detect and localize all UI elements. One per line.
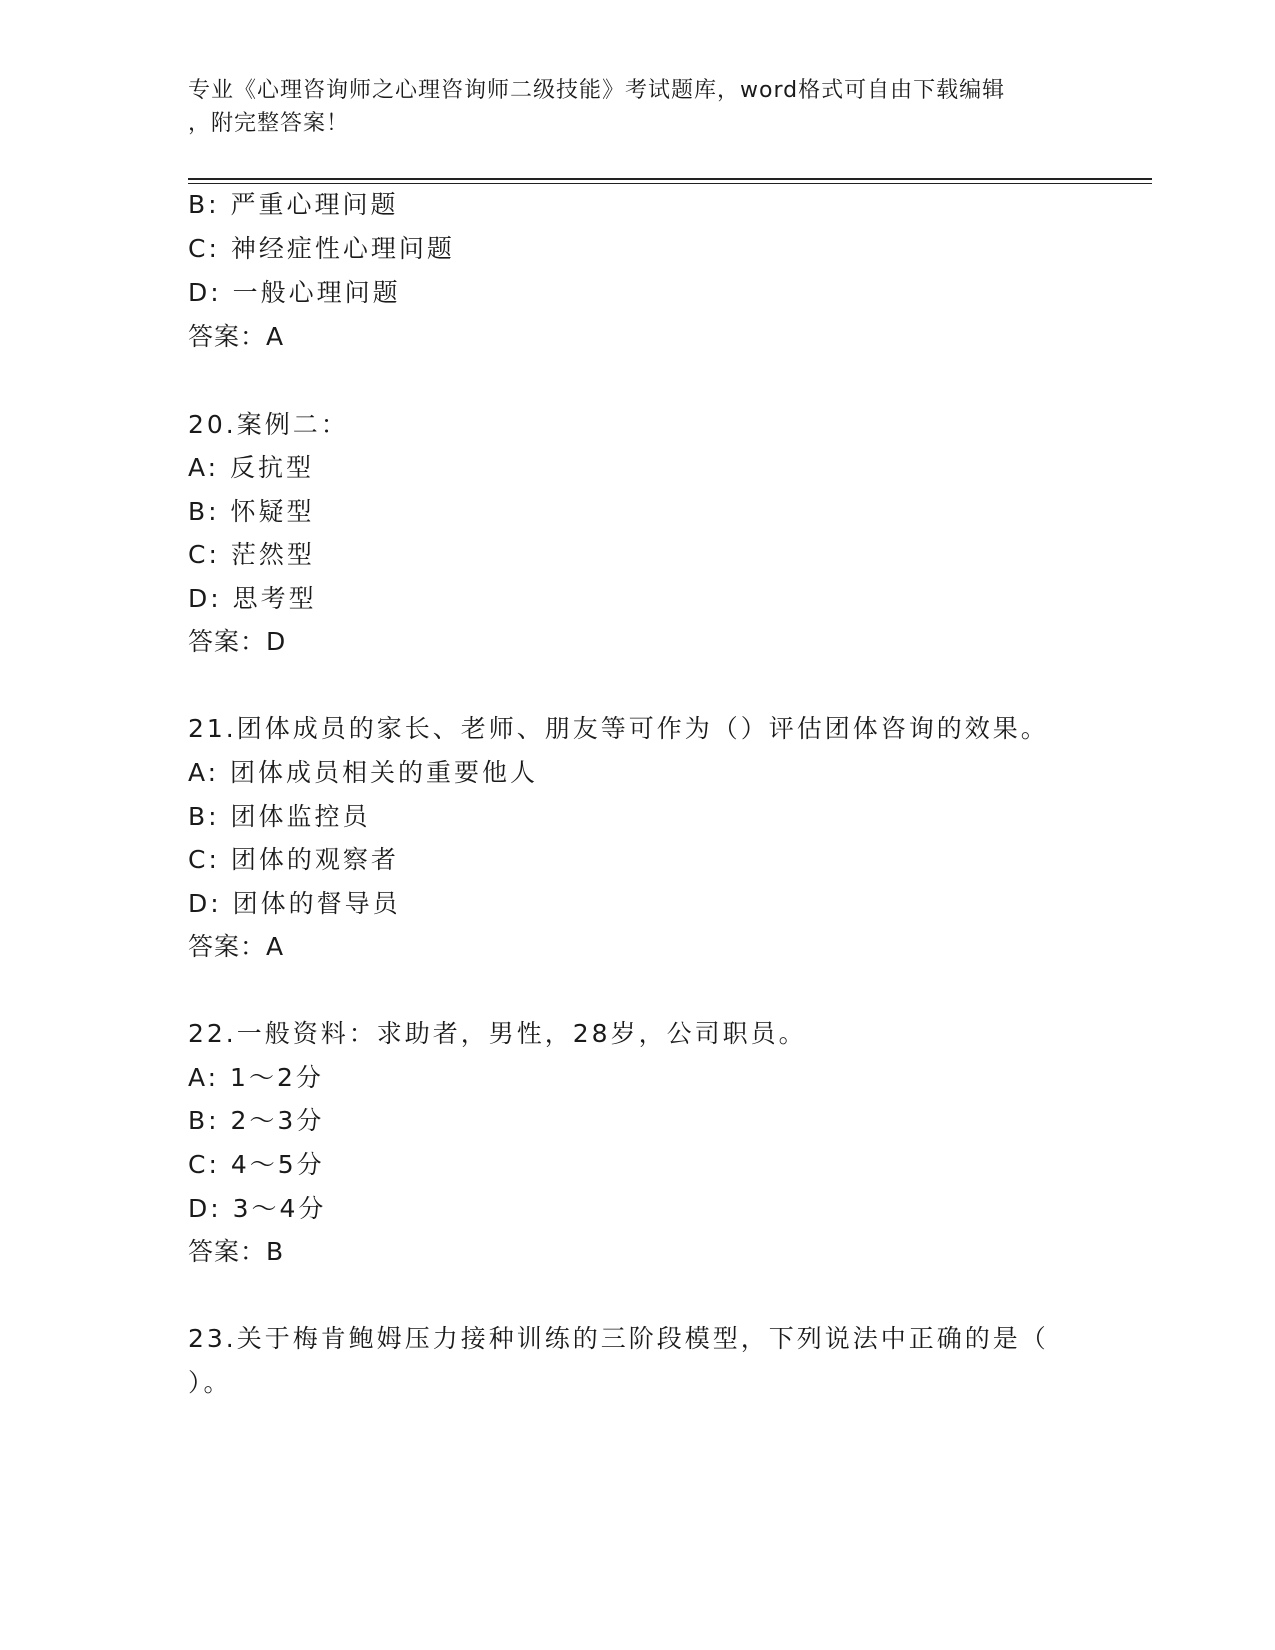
q20-question: 20.案例二： [188,410,349,439]
q20-option-d: D: 思考型 [188,584,317,613]
q22-option-a: A: 1～2分 [188,1063,324,1092]
q21-option-b: B: 团体监控员 [188,802,371,831]
q20-option-a: A: 反抗型 [188,453,315,482]
q22-option-b: B: 2～3分 [188,1106,325,1135]
header-divider-thin [188,183,1152,184]
q22-option-d: D: 3～4分 [188,1194,327,1223]
q21-option-d: D: 团体的督导员 [188,889,401,918]
q21-answer: 答案：A [188,932,285,961]
q23-question-line2: ）。 [188,1368,232,1397]
header-title-line: 专业《心理咨询师之心理咨询师二级技能》考试题库，word格式可自由下载编辑 [188,78,1006,103]
q19-option-c: C: 神经症性心理问题 [188,234,455,263]
q22-answer: 答案：B [188,1237,285,1266]
q20-answer: 答案：D [188,627,287,656]
q21-option-c: C: 团体的观察者 [188,845,399,874]
header-title-continuation: ，附完整答案！ [188,111,350,136]
document-header [188,74,1068,140]
q19-answer: 答案：A [188,322,285,351]
q22-question: 22.一般资料：求助者，男性，28岁，公司职员。 [188,1019,807,1048]
q19-option-d: D: 一般心理问题 [188,278,401,307]
header-divider-thick [188,178,1152,180]
q21-option-a: A: 团体成员相关的重要他人 [188,758,539,787]
q20-option-c: C: 茫然型 [188,540,315,569]
q20-option-b: B: 怀疑型 [188,497,315,526]
q22-option-c: C: 4～5分 [188,1150,325,1179]
q19-option-b: B: 严重心理问题 [188,190,399,219]
q21-question: 21.团体成员的家长、老师、朋友等可作为（）评估团体咨询的效果。 [188,714,1049,743]
q23-question-line1: 23.关于梅肯鲍姆压力接种训练的三阶段模型，下列说法中正确的是（ [188,1324,1049,1353]
